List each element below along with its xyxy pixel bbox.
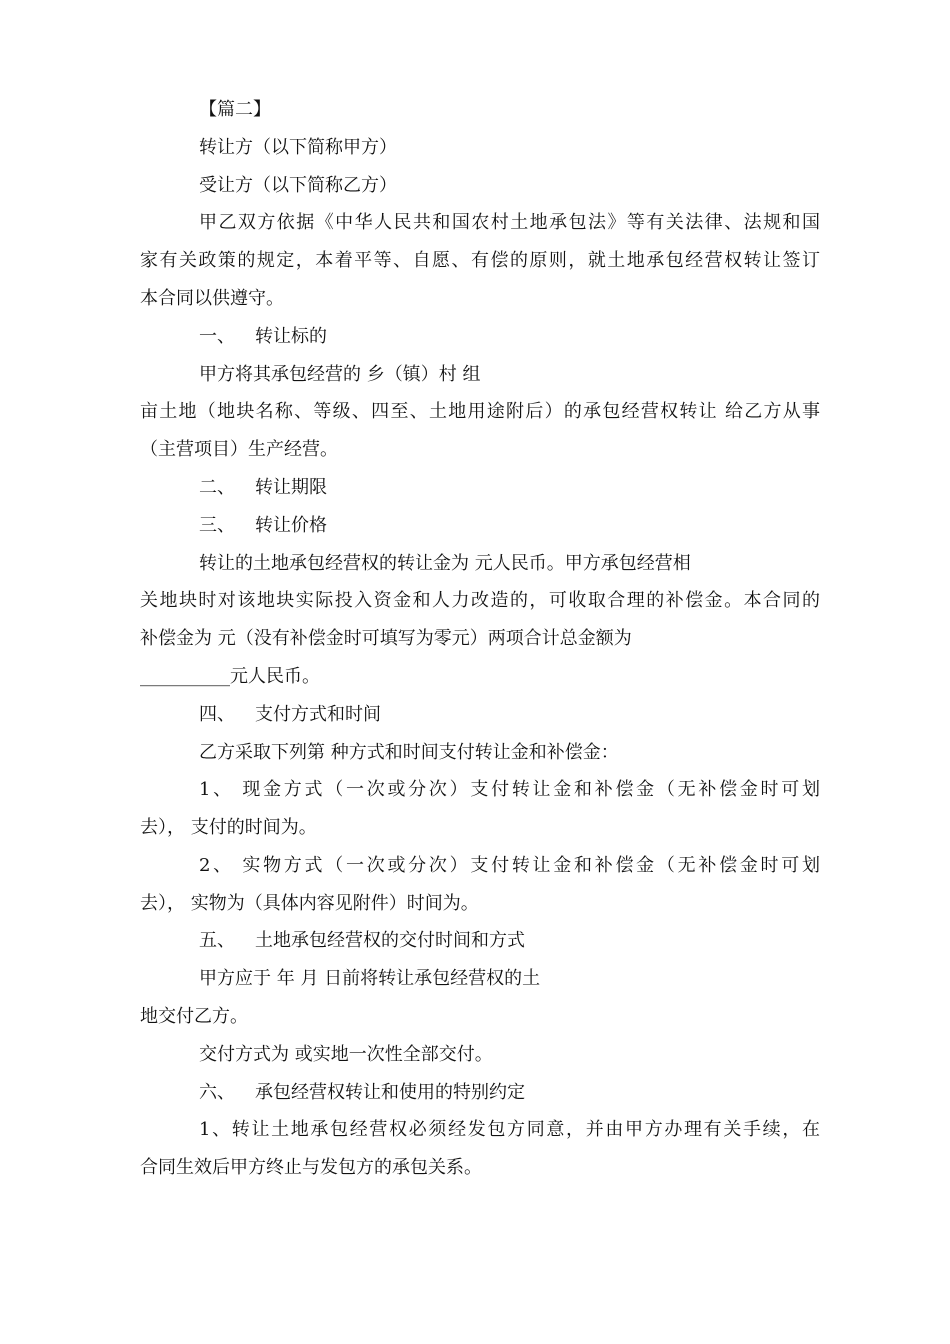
clause-title: 转让期限 [255, 477, 327, 498]
clause-heading [199, 325, 327, 349]
party-a-line: 转让方（以下简称甲方） [199, 137, 397, 158]
clause-body-line: 1、 现金方式（一次或分次）支付转让金和补偿金（无补偿金时可划 [199, 779, 820, 800]
clause-heading [199, 929, 525, 953]
clause-body-line: 补偿金为 元（没有补偿金时可填写为零元）两项合计总金额为 [140, 628, 632, 649]
clause-title: 转让标的 [255, 326, 327, 347]
clause-number: 三、 [199, 515, 235, 536]
clause-body-line: 关地块时对该地块实际投入资金和人力改造的，可收取合理的补偿金。本合同的 [140, 590, 820, 611]
clause-heading [199, 1081, 525, 1105]
clause-body-line: __________元人民币。 [140, 666, 320, 687]
clause-body-line: 1、转让土地承包经营权必须经发包方同意，并由甲方办理有关手续，在 [199, 1119, 820, 1140]
clause-body-line: 甲方应于 年 月 日前将转让承包经营权的土 [199, 968, 541, 989]
section-heading: 【篇二】 [199, 99, 271, 120]
clause-body-line: 交付方式为 或实地一次性全部交付。 [199, 1044, 493, 1065]
clause-heading [199, 476, 327, 500]
clause-body-line: 甲方将其承包经营的 乡（镇）村 组 [199, 364, 481, 385]
clause-title: 承包经营权转让和使用的特别约定 [255, 1082, 525, 1103]
clause-number: 六、 [199, 1082, 235, 1103]
clause-body-line: 去）， 实物为（具体内容见附件）时间为。 [140, 893, 479, 914]
clause-body-line: （主营项目）生产经营。 [140, 439, 338, 460]
intro-paragraph-line: 家有关政策的规定，本着平等、自愿、有偿的原则，就土地承包经营权转让签订 [140, 250, 820, 271]
clause-body-line: 乙方采取下列第 种方式和时间支付转让金和补偿金： [199, 742, 619, 763]
clause-title: 土地承包经营权的交付时间和方式 [255, 930, 525, 951]
clause-body-line: 去）， 支付的时间为。 [140, 817, 317, 838]
clause-body-line: 2、 实物方式（一次或分次）支付转让金和补偿金（无补偿金时可划 [199, 855, 820, 876]
clause-body-line: 亩土地（地块名称、等级、四至、土地用途附后）的承包经营权转让 给乙方从事 [140, 401, 820, 422]
clause-title: 支付方式和时间 [255, 704, 381, 725]
clause-heading [199, 514, 327, 538]
clause-number: 一、 [199, 326, 235, 347]
intro-paragraph-line: 本合同以供遵守。 [140, 288, 284, 309]
clause-heading [199, 703, 381, 727]
party-b-line: 受让方（以下简称乙方） [199, 175, 397, 196]
clause-title: 转让价格 [255, 515, 327, 536]
clause-body-line: 地交付乙方。 [140, 1006, 248, 1027]
clause-number: 五、 [199, 930, 235, 951]
clause-body-line: 合同生效后甲方终止与发包方的承包关系。 [140, 1157, 482, 1178]
intro-paragraph-line: 甲乙双方依据《中华人民共和国农村土地承包法》等有关法律、法规和国 [199, 212, 820, 233]
clause-number: 四、 [199, 704, 235, 725]
clause-number: 二、 [199, 477, 235, 498]
clause-body-line: 转让的土地承包经营权的转让金为 元人民币。甲方承包经营相 [199, 553, 691, 574]
